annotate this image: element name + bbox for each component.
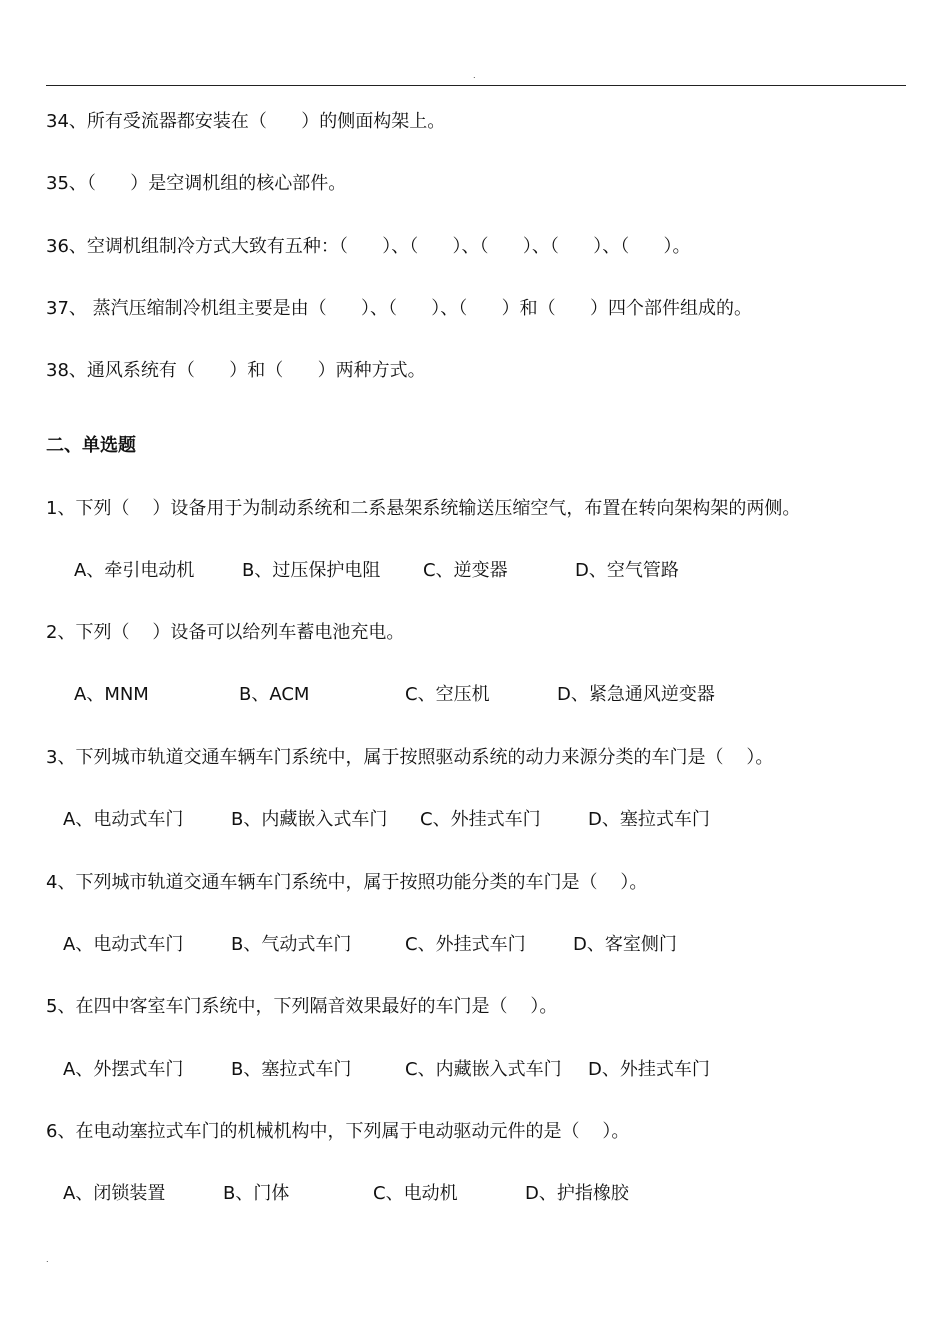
header-dot: . [473,71,476,80]
footer-dot: . [46,1255,49,1264]
option-c: C、电动机 [373,1183,458,1204]
question-37: 37、 蒸汽压缩制冷机组主要是由（ ）、（ ）、（ ）和（ ）四个部件组成的。 [46,298,752,319]
option-d: D、护指橡胶 [525,1183,629,1204]
option-b: B、气动式车门 [231,934,352,955]
option-a: A、电动式车门 [63,934,184,955]
option-c: C、外挂式车门 [420,809,541,830]
section-title: 二、单选题 [46,435,136,456]
option-b: B、塞拉式车门 [231,1059,352,1080]
option-d: D、紧急通风逆变器 [557,684,715,705]
option-d: D、客室侧门 [573,934,677,955]
question-34: 34、所有受流器都安装在（ ）的侧面构架上。 [46,111,446,132]
header-rule [46,85,906,86]
option-d: D、外挂式车门 [588,1059,710,1080]
question-38: 38、通风系统有（ ）和（ ）两种方式。 [46,360,426,381]
option-a: A、MNM [74,684,149,705]
option-a: A、牵引电动机 [74,560,195,581]
option-c: C、空压机 [405,684,490,705]
option-a: A、闭锁装置 [63,1183,166,1204]
option-b: B、ACM [239,684,310,705]
question-2: 2、下列（ ）设备可以给列车蓄电池充电。 [46,622,405,643]
option-d: D、空气管路 [575,560,679,581]
option-b: B、内藏嵌入式车门 [231,809,388,830]
option-b: B、过压保护电阻 [242,560,381,581]
question-4: 4、下列城市轨道交通车辆车门系统中，属于按照功能分类的车门是（ ）。 [46,872,648,893]
question-6: 6、在电动塞拉式车门的机械机构中，下列属于电动驱动元件的是（ ）。 [46,1121,630,1142]
option-a: A、电动式车门 [63,809,184,830]
option-c: C、外挂式车门 [405,934,526,955]
question-35: 35、（ ）是空调机组的核心部件。 [46,173,347,194]
question-36: 36、空调机组制冷方式大致有五种：（ ）、（ ）、（ ）、（ ）、（ ）。 [46,236,691,257]
option-b: B、门体 [223,1183,290,1204]
option-a: A、外摆式车门 [63,1059,184,1080]
option-c: C、内藏嵌入式车门 [405,1059,562,1080]
question-3: 3、下列城市轨道交通车辆车门系统中，属于按照驱动系统的动力来源分类的车门是（ ）。 [46,747,774,768]
option-d: D、塞拉式车门 [588,809,710,830]
option-c: C、逆变器 [423,560,508,581]
question-5: 5、在四中客室车门系统中，下列隔音效果最好的车门是（ ）。 [46,996,558,1017]
question-1: 1、下列（ ）设备用于为制动系统和二系悬架系统输送压缩空气，布置在转向架构架的两侧。 [46,498,801,519]
